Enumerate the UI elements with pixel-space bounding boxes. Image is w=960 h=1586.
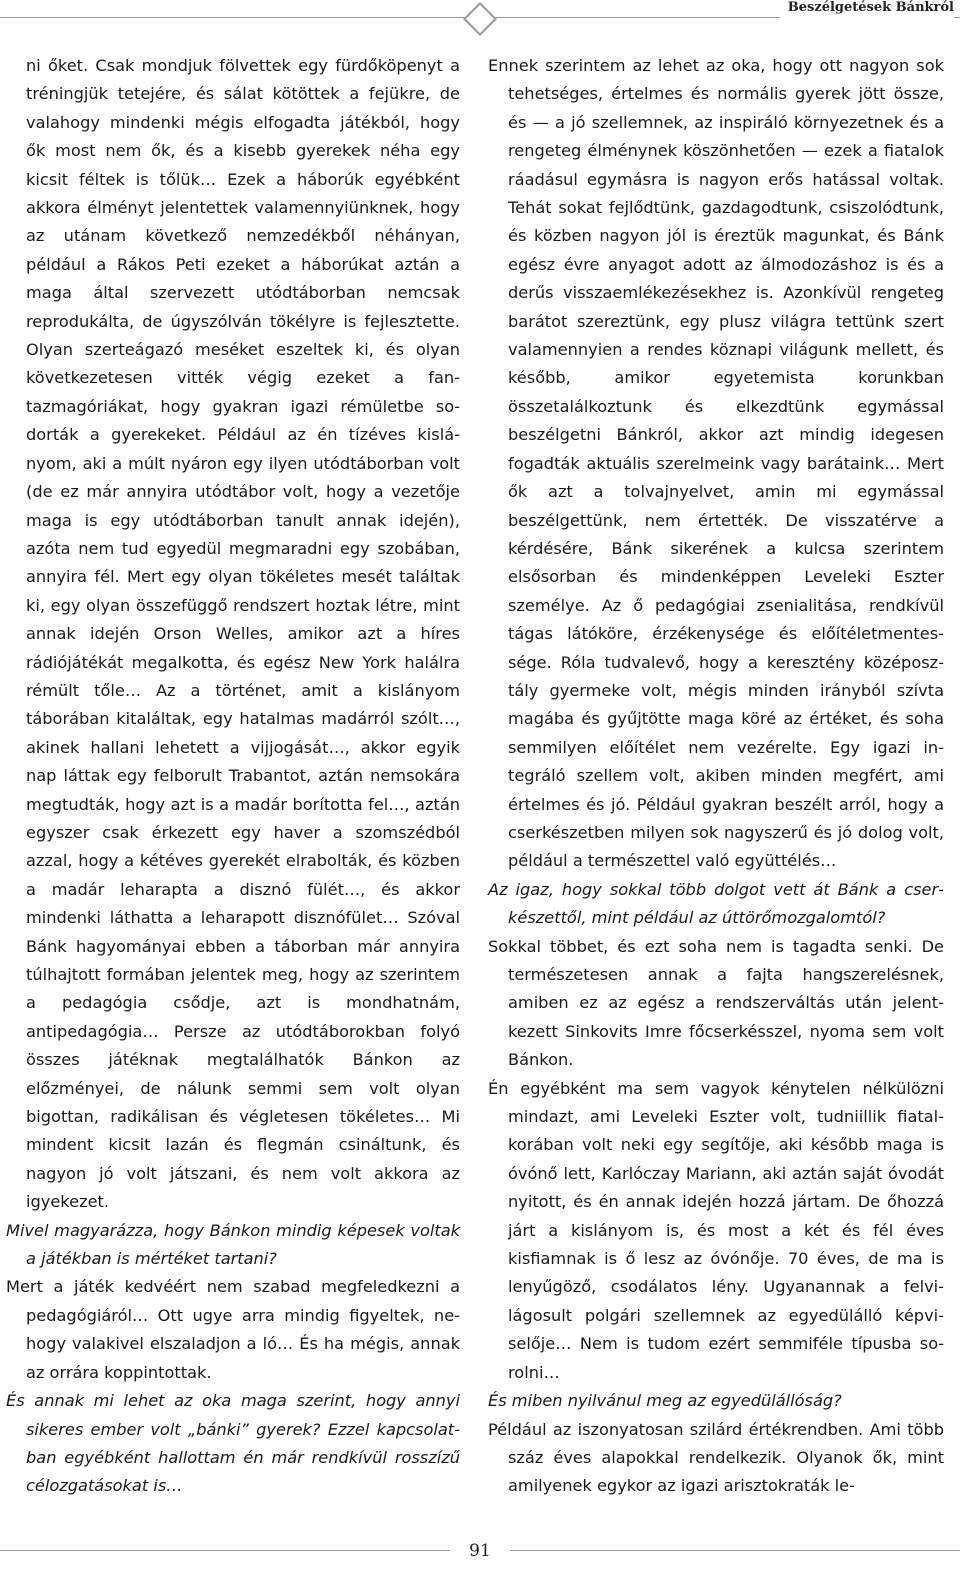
answer-paragraph: Mert a játék kedvéért nem szabad megfeledkezni a pedagógiáról… Ott ugye arra mindig figyeltek, nehogy valakivel elszaladjon a ló… És ha mégis, annak az orrára koppintottak.: [6, 1277, 460, 1382]
question-paragraph: Mivel magyarázza, hogy Bánkon mindig képesek voltak a játékban is mértéket tartani?: [6, 1220, 460, 1269]
left-column: [6, 52, 460, 1501]
page-header: [0, 0, 960, 40]
answer-paragraph: Én egyébként ma sem vagyok kénytelen nélkülözni mindazt, ami Leveleki Eszter volt, tudniillik fiatalkorában volt neki egy segítője, aki később maga is óvónő lett, Karlóczay Mariann, aki aztán saját óvodát nyitott, és én annak idején hozzá jártam. De őhozzá járt a kislányom is, és most a két és fél éves kisfiamnak is ő lesz az óvónője. 70 éves, de ma is lenyűgöző, csodálatos lény. Ugyanannak a felvilágosult polgári szellemnek az egyedülálló képviselője… Nem is tudom ezért semmiféle típusba sorolni…: [488, 1078, 944, 1382]
question-paragraph: Az igaz, hogy sokkal több dolgot vett át Bánk a cserkészettől, mint például az úttörőmozgalomtól?: [488, 879, 944, 928]
page-number: 91: [450, 1540, 510, 1562]
running-title: Beszélgetések Bánkról: [780, 0, 954, 18]
right-column: [488, 52, 944, 1501]
question-paragraph: És miben nyilvánul meg az egyedülállóság?: [488, 1391, 842, 1411]
question-paragraph: És annak mi lehet az oka maga szerint, hogy annyi sikeres ember volt „bánki” gyerek? Ezzel kapcsolatban egyébként hallottam én már rendkívül rosszízű célozgatásokat is…: [6, 1391, 460, 1496]
answer-paragraph: Sokkal többet, és ezt soha nem is tagadta senki. De természetesen annak a fajta hangszerelésnek, amiben ez az egész a rendszerváltás után jelentkezett Sinkovits Imre főcserkésszel, nyoma sem volt Bánkon.: [488, 936, 944, 1070]
answer-paragraph: Például az iszonyatosan szilárd értékrendben. Ami több száz éves alapokkal rendelkezik. Olyanok ők, mint amilyenek egykor az igazi arisztokraták le-: [488, 1419, 944, 1496]
header-diamond-ornament: [463, 2, 497, 36]
page-footer: [0, 1540, 960, 1586]
answer-paragraph: Ennek szerintem az lehet az oka, hogy ott nagyon sok tehetséges, értelmes és normális gyerek jött össze, és — a jó szellemnek, az inspiráló környezetnek és a rengeteg élménynek köszönhetően — ezek a fiatalok ráadásul egymásra is nagyon erős hatással voltak. Tehát sokat fejlődtünk, gazdagodtunk, csiszolódtunk, és közben nagyon jól is éreztük magunkat, és Bánk egész évre anyagot adott az álmodozáshoz is és a derűs visszaemlékezésekhez is. Azonkívül rengeteg barátot szereztünk, egy plusz világra tettünk szert valamennyien a rendes köznapi világunk mellett, és később, amikor egyetemista korunkban összetalálkoztunk és elkezdtünk egymással beszélgetni Bánkról, akkor azt mindig idegesen fogadták aktuális szerelmeink vagy barátaink… Mert ők azt a tolvajnyelvet, amin mi egymással beszélgettünk, nem értették. De visszatérve a kérdésére, Bánk sikerének a kulcsa szerintem elsősorban és mindenképpen Leveleki Eszter személye. Az ő pedagógiai zsenialitása, rendkívül tágas látóköre, érzékenysége és előítéletmentessége. Róla tudvalevő, hogy a keresztény középosztály gyermeke volt, mégis minden irányból szívta magába és gyűjtötte maga köré az értéket, és soha semmilyen előítélet nem vezérelte. Egy igazi integráló szellem volt, akiben minden megfért, ami értelmes és jó. Például gyakran beszélt arról, hogy a cserkészetben milyen sok nagyszerű és jó dolog volt, például a természettel való együttélés…: [488, 56, 944, 871]
answer-paragraph: ni őket. Csak mondjuk fölvettek egy fürdőköpenyt a tréningjük tetejére, és sálat kötöttek a fejükre, de valahogy mindenki mégis elfogadta játékból, hogy ők most nem ők, és a kisebb gyerekek néha egy kicsit féltek is tőlük… Ezek a háborúk egyébként akkora élményt jelentettek valamennyiünknek, hogy az utánam következő nemzedékből néhányan, például a Rákos Peti ezeket a háborúkat aztán a maga által szervezett utódtáborban nemcsak reprodukálta, de úgyszólván tökélyre is fejlesztette. Olyan szerteágazó meséket eszeltek ki, és olyan következetesen vitték végig ezeket a fantazmagóriákat, hogy gyakran igazi rémületbe sodorták a gyerekeket. Például az én tízéves kislányom, aki a múlt nyáron egy ilyen utódtáborban volt (de ez már annyira utódtábor volt, hogy a vezetője maga is egy utódtáborban tanult annak idején), azóta nem tud egyedül megmaradni egy szobában, annyira fél. Mert egy olyan tökéletes mesét találtak ki, egy olyan összefüggő rendszert hoztak létre, mint annak idején Orson Welles, amikor azt a híres rádiójátékát megalkotta, és egész New York halálra rémült tőle… Az a történet, amit a kislányom táborában kitaláltak, egy hatalmas madárról szólt…, akinek hallani lehetett a vijjogását…, akkor egyik nap láttak egy felborult Trabantot, aztán nemsokára megtudták, hogy azt is a madár borította fel…, aztán egyszer csak érkezett egy haver a szomszédból azzal, hogy a kétéves gyerekét elrabolták, és közben a madár leharapta a disznó fülét…, és akkor mindenki láthatta a leharapott disznófület… Szóval Bánk hagyományai ebben a táborban már annyira túlhajtott formában jelentek meg, hogy az szerintem a pedagógia csődje, azt is mondhatnám, antipedagógia… Persze az utódtáborokban folyó összes játéknak megtalálhatók Bánkon az előzményei, de nálunk semmi sem volt olyan bigottan, radikálisan és végletesen tökéletes… Mi mindent kicsit lazán és flegmán csináltunk, és nagyon jó volt játszani, és nem volt akkora az igyekezet.: [26, 56, 460, 1212]
